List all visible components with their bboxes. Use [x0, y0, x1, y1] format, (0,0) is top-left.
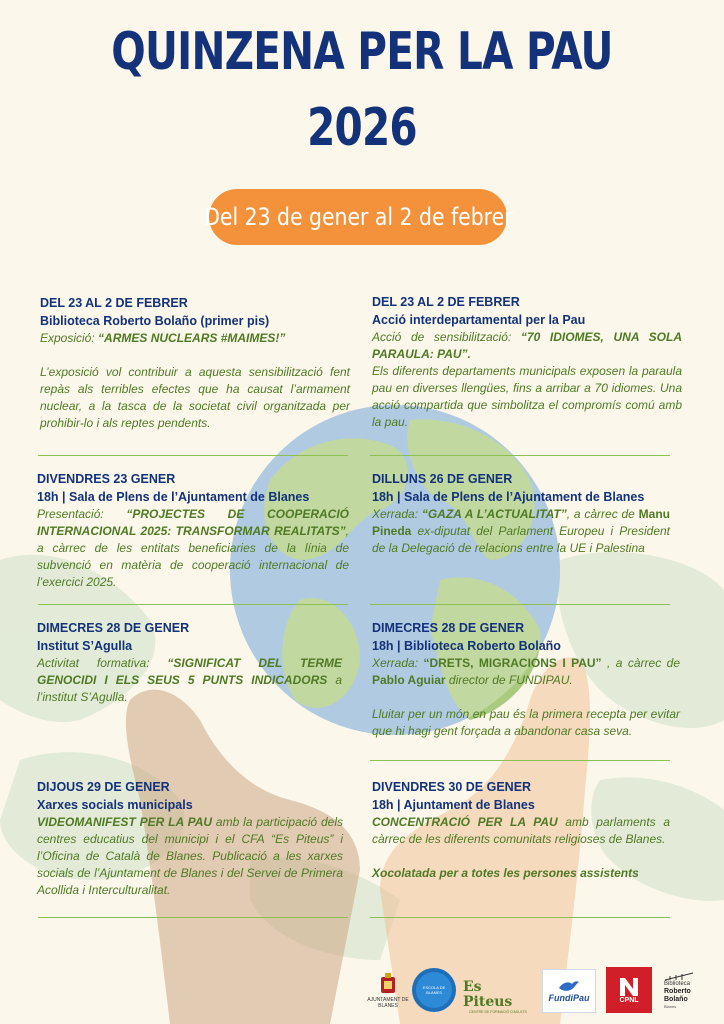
event-highlight: “70 IDIOMES, UNA SOLA PARAULA: PAU”. — [372, 330, 682, 361]
divider — [370, 917, 670, 918]
date-range-badge — [203, 189, 513, 245]
ajuntament-blanes-logo — [366, 966, 410, 1016]
event-lead: Presentació: — [37, 507, 127, 521]
event-rest: amb la participació dels centres educatius del municipi i el CFA “Es Piteus” i l’Oficina de Català de Blanes. Publicació a les xarxes socials de l’Ajuntament de Blanes i del Servei de Primera Acollida i Interculturalitat. — [37, 815, 344, 897]
building-icon — [664, 971, 694, 981]
event-date: DIVENDRES 30 DE GENER — [372, 780, 532, 794]
event-highlight: “DRETS, MIGRACIONS I PAU” — [423, 656, 602, 670]
event-description — [372, 655, 680, 689]
event-rest: , a càrrec de les entitats beneficiaries de la línia de subvenció en matèria de cooperació internacional de l’exercici 2025. — [37, 524, 349, 589]
biblioteca-text-4: Blanes — [664, 1004, 677, 1009]
event-extra-text: L’exposició vol contribuir a aquesta sensibilització fent repàs als terribles efectes que ha causat l’armament nuclear, a la tasca de la societat civil organitzada per prohibir-lo i als reptes pendents. — [40, 365, 350, 430]
event-person: Pablo Aguiar — [372, 673, 446, 687]
event-card — [372, 778, 670, 882]
cpnl-logo — [606, 967, 652, 1013]
fundipau-text: FundiPau — [548, 993, 590, 1003]
event-rest: , a càrrec de — [601, 656, 680, 670]
ajuntament-logo-text: AJUNTAMENT DE BLANES — [367, 997, 409, 1009]
event-extra — [372, 865, 670, 882]
event-highlight: “GAZA A L’ACTUALITAT” — [421, 507, 567, 521]
event-rest: director de FUNDIPAU. — [445, 673, 573, 687]
event-location: Biblioteca Roberto Bolaño (primer pis) — [40, 314, 270, 328]
event-highlight: “PROJECTES DE COOPERACIÓ INTERNACIONAL 2025: TRANSFORMAR REALITATS” — [37, 507, 350, 538]
biblioteca-text-3: Bolaño — [664, 996, 688, 1003]
event-description — [37, 814, 343, 899]
event-card — [40, 294, 350, 432]
event-date: DEL 23 AL 2 DE FEBRER — [372, 295, 520, 309]
event-rest: a l’institut S’Agulla. — [37, 673, 342, 704]
escola-logo-text: ESCOLA DE BLANES — [416, 972, 452, 1008]
event-date: DILLUNS 26 DE GENER — [372, 472, 513, 486]
event-person: Manu Pineda — [372, 507, 670, 538]
event-date: DIMECRES 28 DE GENER — [372, 621, 525, 635]
biblioteca-text-1: Biblioteca — [664, 981, 691, 987]
event-location: Institut S’Agulla — [37, 639, 133, 653]
event-extra-text: Els diferents departaments municipals exposen la paraula pau en diverses llengües, fins a arribar a 70 idiomes. Una acció compartida que simbolitza el compromís comú amb la pau. — [372, 364, 682, 429]
cpnl-text: CPNL — [619, 997, 639, 1004]
event-highlight: CONCENTRACIÓ PER LA PAU — [372, 815, 558, 829]
event-card — [372, 619, 680, 740]
event-card — [372, 470, 670, 557]
event-lead: Activitat formativa: — [37, 656, 168, 670]
event-description — [37, 506, 349, 591]
es-piteus-subtext: CENTRE DE FORMACIÓ D'ADULTS — [469, 1009, 527, 1014]
biblioteca-text-2: Roberto — [664, 988, 691, 995]
event-location: Acció interdepartamental per la Pau — [372, 313, 586, 327]
event-date: DIVENDRES 23 GENER — [37, 472, 176, 486]
event-date: DIJOUS 29 DE GENER — [37, 780, 170, 794]
event-description — [40, 330, 350, 347]
event-highlight: “SIGNIFICAT DEL TERME GENOCIDI I ELS SEUS 5 PUNTS INDICADORS — [37, 656, 342, 687]
event-rest: , a càrrec de — [566, 507, 639, 521]
event-description — [37, 655, 342, 706]
divider — [38, 604, 348, 605]
event-date: DIMECRES 28 DE GENER — [37, 621, 190, 635]
event-card — [37, 778, 343, 899]
dove-icon — [558, 979, 580, 993]
divider — [370, 455, 670, 456]
event-extra-text: Xocolatada per a totes les persones assistents — [372, 866, 639, 880]
event-extra — [40, 364, 350, 432]
es-piteus-text: Es Piteus — [463, 978, 513, 1010]
event-date: DEL 23 AL 2 DE FEBRER — [40, 296, 188, 310]
event-extra-text: Lluitar per un món en pau és la primera recepta per evitar que hi hagi gent forçada a abandonar casa seva. — [372, 707, 680, 738]
divider — [370, 604, 670, 605]
event-lead: Xerrada: — [372, 656, 424, 670]
date-range-text: Del 23 de gener al 2 de febrer — [203, 203, 513, 231]
event-location: 18h | Biblioteca Roberto Bolaño — [372, 639, 561, 653]
page-title: QUINZENA PER LA PAU — [111, 22, 613, 82]
divider — [370, 760, 670, 761]
biblioteca-logo — [664, 964, 714, 1016]
event-extra — [372, 706, 680, 740]
divider — [38, 917, 348, 918]
event-extra — [372, 363, 682, 431]
event-card — [372, 293, 682, 431]
page-title-year: 2026 — [307, 98, 417, 158]
event-location: Xarxes socials municipals — [37, 798, 193, 812]
event-highlight: “ARMES NUCLEARS #MAIMES!” — [98, 331, 286, 345]
event-description — [372, 506, 670, 557]
divider — [38, 455, 348, 456]
event-location: 18h | Sala de Plens de l’Ajuntament de Blanes — [37, 490, 310, 504]
cpnl-n-icon — [617, 975, 641, 997]
event-location: 18h | Sala de Plens de l’Ajuntament de Blanes — [372, 490, 645, 504]
event-rest: amb parlaments a càrrec de les diferents comunitats religioses de Blanes. — [372, 815, 670, 846]
fundipau-logo — [542, 969, 596, 1013]
event-highlight: VIDEOMANIFEST PER LA PAU — [37, 815, 213, 829]
event-rest: ex-diputat del Parlament Europeu i President de la Delegació de relacions entre la UE i Palestina — [372, 524, 670, 555]
event-lead: Xerrada: — [372, 507, 422, 521]
event-location: 18h | Ajuntament de Blanes — [372, 798, 535, 812]
event-description — [372, 814, 670, 848]
event-card — [37, 470, 349, 591]
coat-of-arms-icon — [379, 973, 397, 997]
es-piteus-logo — [463, 978, 533, 1014]
event-description — [372, 329, 682, 363]
event-card — [37, 619, 342, 706]
event-lead: Exposició: — [40, 331, 99, 345]
escola-logo — [412, 968, 456, 1012]
event-lead: Acció de sensibilització: — [372, 330, 521, 344]
